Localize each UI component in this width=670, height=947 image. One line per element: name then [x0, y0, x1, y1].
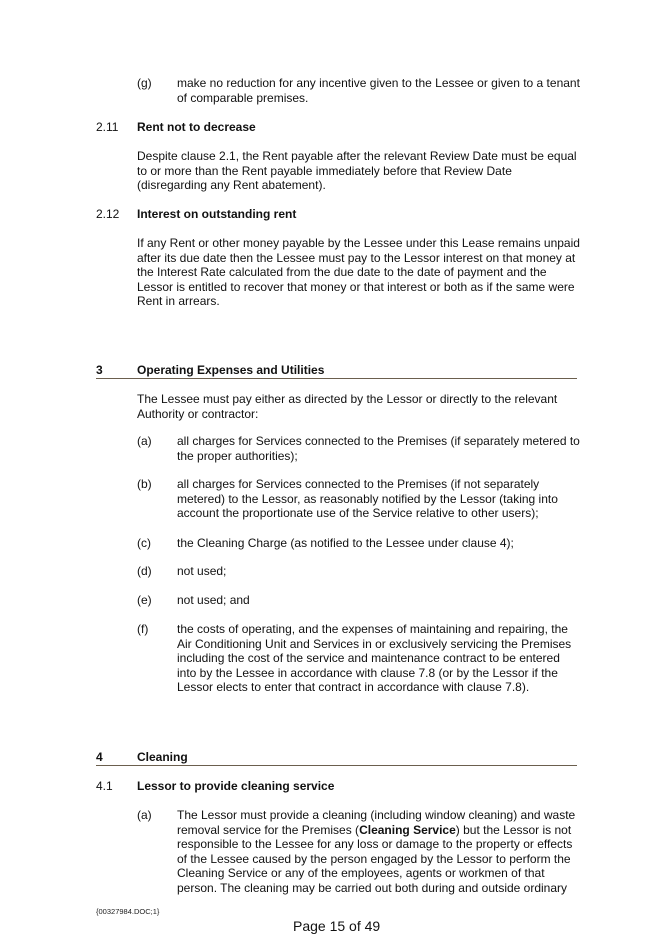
- list-item-text: not used;: [177, 564, 227, 578]
- list-item-text: not used; and: [177, 593, 250, 607]
- page-number: Page 15 of 49: [293, 918, 381, 934]
- list-item-label: (f): [137, 622, 149, 636]
- clause-number: 2.11: [96, 120, 119, 134]
- clause-heading: Interest on outstanding rent: [137, 207, 297, 221]
- list-item-label: (c): [137, 536, 151, 550]
- list-item-label: (g): [137, 76, 152, 90]
- list-item-label: (a): [137, 434, 152, 448]
- clause-body: If any Rent or other money payable by the Lessee under this Lease remains unpaid after its due date then the Lessee must pay to the Lessor interest on that money at the Interest Rate calculated from the due date to the date of payment and the Lessor is entitled to recover that money or that interest or both as if the same were Rent in arrears.: [137, 236, 580, 308]
- clause-number: 4.1: [96, 779, 113, 793]
- list-item-label: (e): [137, 593, 152, 607]
- clause-number: 2.12: [96, 207, 120, 221]
- section-number: 3: [96, 363, 103, 377]
- list-item-text: [177, 808, 582, 895]
- text-segment: The Lessor must provide a cleaning (including window cleaning) and waste removal service for the Premises (: [177, 808, 576, 837]
- section-divider: [96, 378, 577, 379]
- document-reference: {00327984.DOC;1}: [96, 907, 160, 916]
- list-item-label: (d): [137, 564, 152, 578]
- text-segment: ) but the Lessor is not responsible to the Lessee for any loss or damage to the property or effects of the Lessee caused by the person engaged by the Lessor to perform the Cleaning Service or any of the employees, agents or workmen of that person. The cleaning may be carried out both during and outside ordinary: [177, 822, 573, 895]
- section-intro: The Lessee must pay either as directed by the Lessor or directly to the relevant Authority or contractor:: [137, 392, 558, 421]
- clause-heading: Rent not to decrease: [137, 120, 256, 134]
- section-number: 4: [96, 750, 103, 764]
- list-item-text: the Cleaning Charge (as notified to the Lessee under clause 4);: [177, 536, 514, 550]
- section-heading: Operating Expenses and Utilities: [137, 363, 325, 377]
- clause-body: Despite clause 2.1, the Rent payable after the relevant Review Date must be equal to or more than the Rent payable immediately before that Review Date (disregarding any Rent abatement).: [137, 149, 577, 192]
- list-item-text: all charges for Services connected to the Premises (if separately metered to the proper authorities);: [177, 434, 580, 463]
- list-item-text: all charges for Services connected to the Premises (if not separately metered) to the Lessor, as reasonably notified by the Lessor (taking into account the proportionate use of the Service relative to other users);: [177, 477, 558, 520]
- clause-heading: Lessor to provide cleaning service: [137, 779, 335, 793]
- list-item-label: (b): [137, 477, 152, 491]
- defined-term: Cleaning Service: [359, 822, 456, 837]
- list-item-text: make no reduction for any incentive given to the Lessee or given to a tenant of comparable premises.: [177, 76, 580, 105]
- list-item-label: (a): [137, 808, 152, 822]
- section-divider: [96, 765, 577, 766]
- list-item-text: the costs of operating, and the expenses of maintaining and repairing, the Air Conditioning Unit and Services in or exclusively servicing the Premises including the cost of the service and maintenance contract to be entered into by the Lessee in accordance with clause 7.8 (or by the Lessor if the Lessor elects to enter that contract in accordance with clause 7.8).: [177, 622, 572, 694]
- section-heading: Cleaning: [137, 750, 188, 764]
